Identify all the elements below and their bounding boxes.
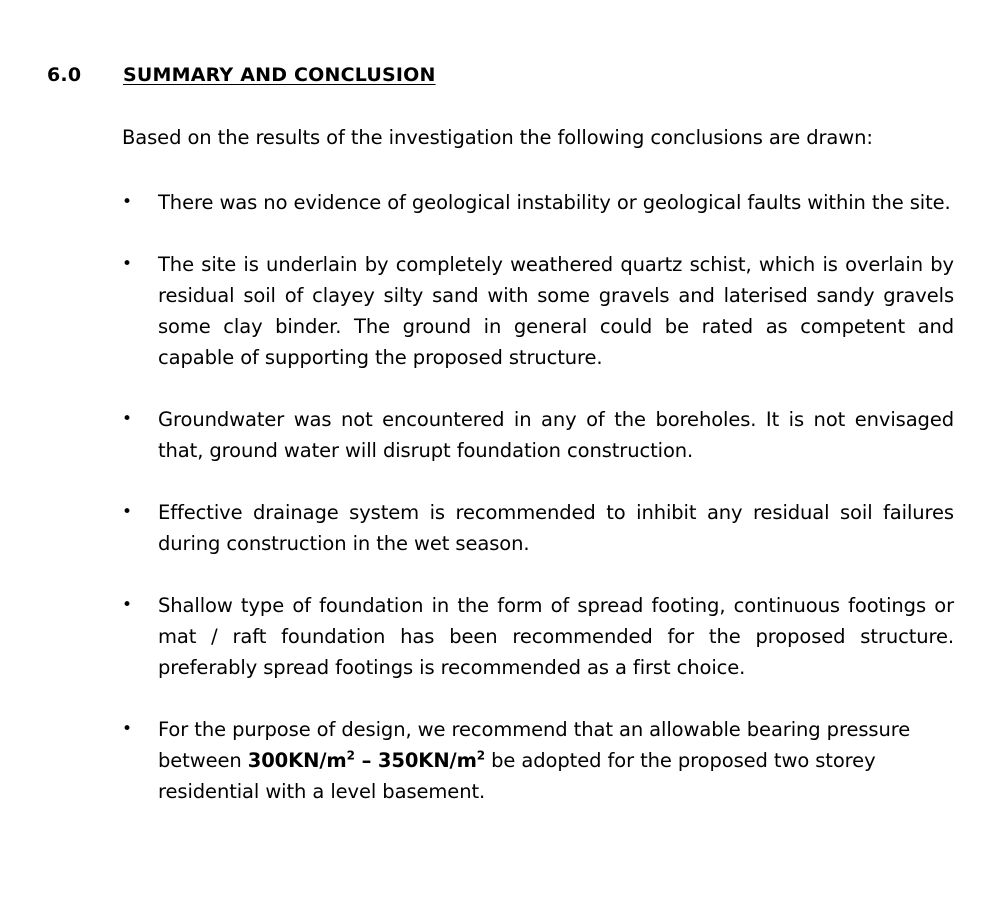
conclusion-text: Effective drainage system is recommended to inhibit any residual soil failures during construction in the wet season. [158,501,954,555]
intro-paragraph: Based on the results of the investigation the following conclusions are drawn: [122,126,873,149]
bullet-icon: • [122,192,132,212]
bullet-icon: • [122,719,132,739]
section-title: SUMMARY AND CONCLUSION [123,64,436,86]
value-high: 350KN/m [377,749,477,772]
exponent-low: 2 [346,748,355,763]
conclusion-item [122,187,954,218]
bearing-pressure-text [158,718,910,803]
conclusion-item [122,249,954,373]
conclusion-item [122,404,954,466]
conclusion-list [122,187,954,807]
text-after: be adopted for the proposed two storey residential with a level basement. [158,749,876,803]
bullet-icon: • [122,409,132,429]
range-separator: – [354,749,378,772]
conclusion-text: Groundwater was not encountered in any of the boreholes. It is not envisaged that, ground water will disrupt foundation construction. [158,408,954,462]
conclusion-text: The site is underlain by completely weathered quartz schist, which is overlain by residual soil of clayey silty sand with some gravels and laterised sandy gravels some clay binder. The ground in general could be rated as competent and capable of supporting the proposed structure. [158,253,954,369]
bullet-icon: • [122,595,132,615]
section-number: 6.0 [47,64,82,86]
conclusion-text: There was no evidence of geological instability or geological faults within the site. [158,191,951,214]
exponent-high: 2 [476,748,486,763]
value-low: 300KN/m [247,749,347,772]
conclusion-item-bearing-pressure [122,714,954,807]
conclusion-item [122,497,954,559]
conclusion-item [122,590,954,683]
bullet-icon: • [122,502,132,522]
bullet-icon: • [122,254,132,274]
conclusion-text: Shallow type of foundation in the form of spread footing, continuous footings or mat / raft foundation has been recommended for the proposed structure. preferably spread footings is recommended as a first choice. [158,594,954,679]
bearing-pressure-range [248,749,485,772]
text-before: For the purpose of design, we recommend that an allowable bearing pressure between [158,718,911,772]
